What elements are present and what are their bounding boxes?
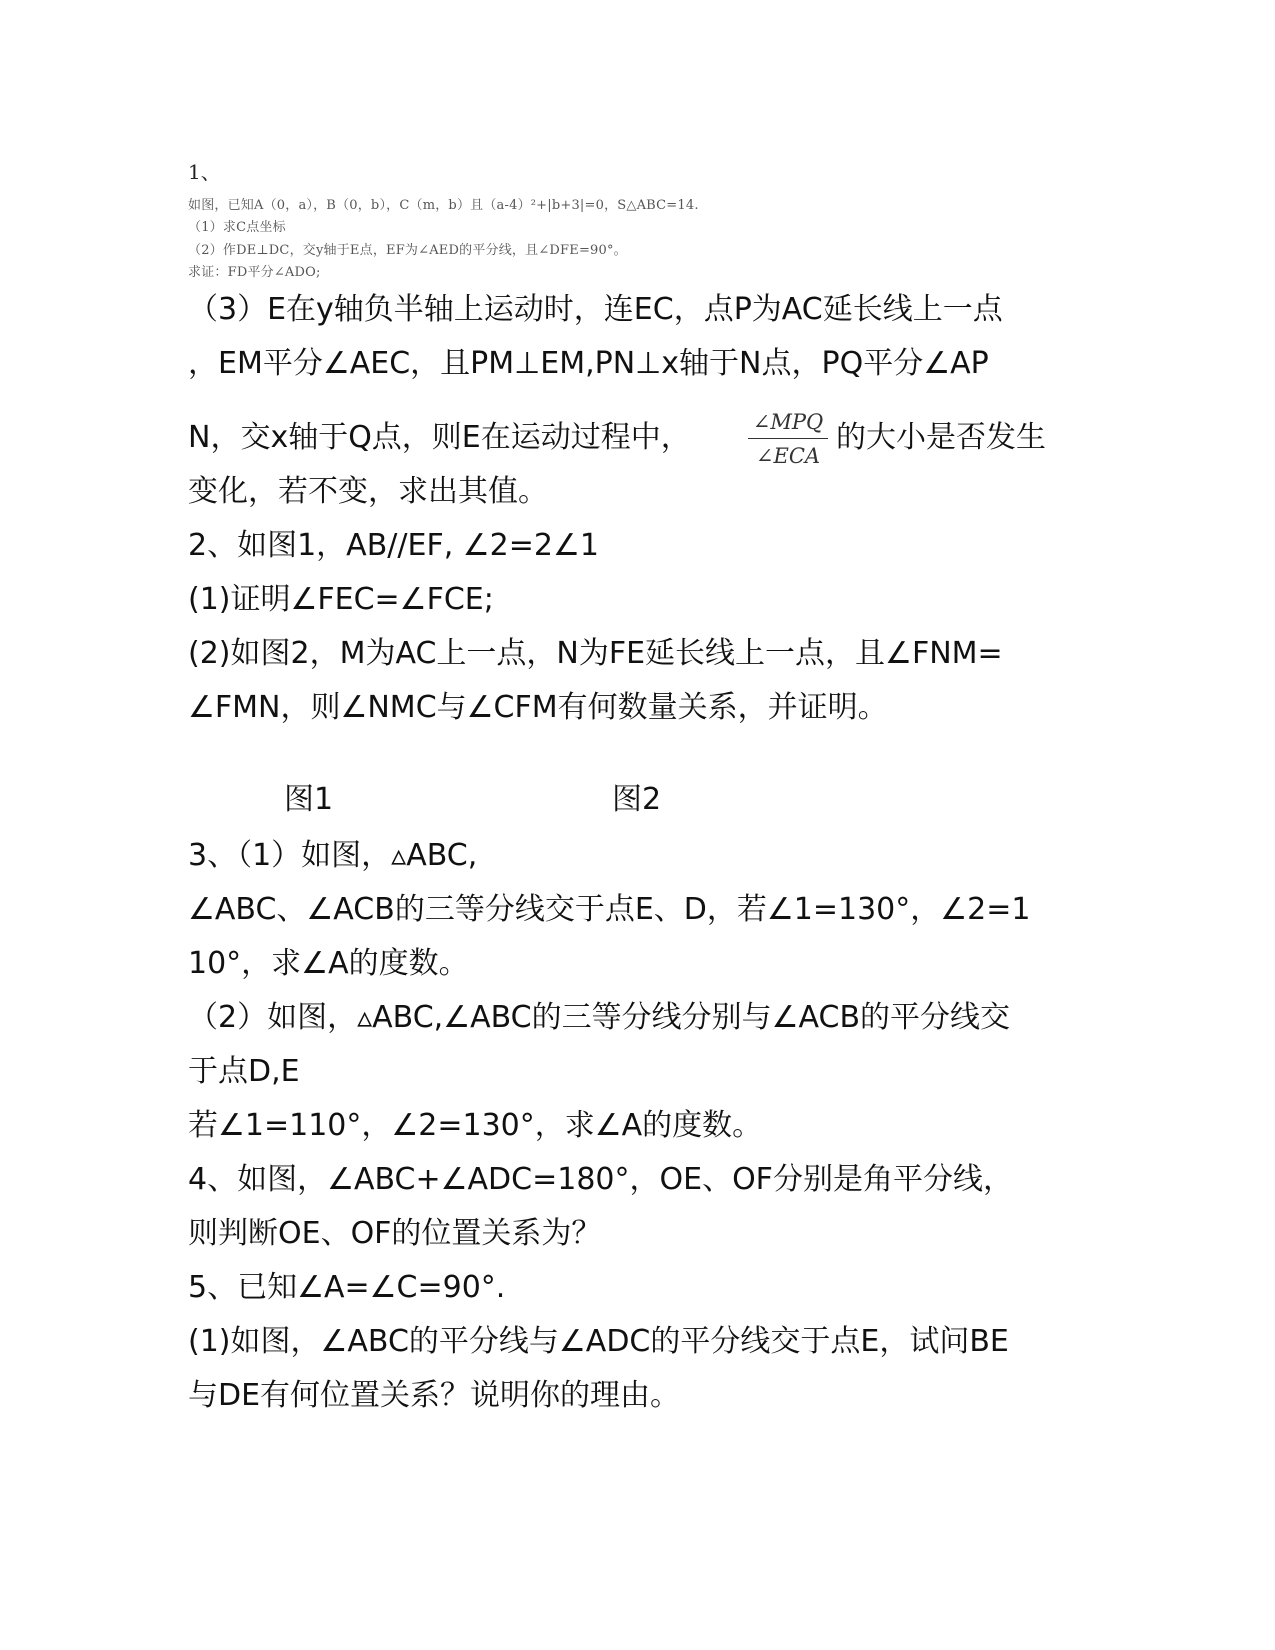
problem-2-line-4: ∠FMN，则∠NMC与∠CFM有何数量关系，并证明。: [188, 690, 888, 725]
problem-2-line-3: (2)如图2，M为AC上一点，N为FE延长线上一点，且∠FNM=: [188, 636, 1003, 671]
figure-1-label: 图1: [284, 782, 334, 817]
problem-3-line-5: 于点D,E: [188, 1054, 300, 1089]
problem-1-scan-line-4: 求证：FD平分∠ADO;: [188, 265, 321, 280]
problem-3-line-4: （2）如图，▵ABC,∠ABC的三等分线分别与∠ACB的平分线交: [188, 1000, 1011, 1035]
problem-4-line-1: 4、如图，∠ABC+∠ADC=180°，OE、OF分别是角平分线，: [188, 1162, 1013, 1197]
problem-1-part3-line-4: 的大小是否发生: [836, 420, 1046, 455]
problem-1-scan-line-2: （1）求C点坐标: [188, 220, 286, 235]
problem-1-number: 1、: [188, 160, 221, 184]
problem-3-line-6: 若∠1=110°，∠2=130°，求∠A的度数。: [188, 1108, 763, 1143]
problem-3-line-2: ∠ABC、∠ACB的三等分线交于点E、D，若∠1=130°，∠2=1: [188, 892, 1031, 927]
problem-4-line-2: 则判断OE、OF的位置关系为？: [188, 1216, 602, 1251]
problem-1-part3-line-3: N，交x轴于Q点，则E在运动过程中，: [188, 420, 691, 455]
problem-1-part3-line-2: ，EM平分∠AEC，且PM⊥EM,PN⊥x轴于N点，PQ平分∠AP: [188, 346, 989, 381]
problem-1-scan-line-3: （2）作DE⊥DC，交y轴于E点，EF为∠AED的平分线，且∠DFE=90°。: [188, 243, 627, 258]
problem-5-line-1: 5、已知∠A=∠C=90°.: [188, 1270, 506, 1305]
fraction-bar: [748, 438, 828, 439]
problem-1-part3-line-5: 变化，若不变，求出其值。: [188, 474, 548, 509]
fraction-denominator: ∠ECA: [755, 444, 821, 468]
problem-2-line-2: (1)证明∠FEC=∠FCE;: [188, 582, 494, 617]
problem-3-line-1: 3、（1）如图，▵ABC,: [188, 838, 478, 873]
fraction-numerator: ∠MPQ: [752, 410, 824, 434]
problem-5-line-3: 与DE有何位置关系？说明你的理由。: [188, 1378, 681, 1413]
problem-1-part3-line-1: （3）E在y轴负半轴上运动时，连EC，点P为AC延长线上一点: [188, 292, 1003, 327]
problem-3-line-3: 10°，求∠A的度数。: [188, 946, 469, 981]
figure-2-label: 图2: [612, 782, 662, 817]
problem-5-line-2: (1)如图，∠ABC的平分线与∠ADC的平分线交于点E，试问BE: [188, 1324, 1009, 1359]
problem-1-scan-line-1: 如图，已知A（0，a），B（0，b），C（m，b）且（a-4）²+|b+3|=0，S△ABC=14.: [188, 198, 699, 213]
ratio-fraction: [748, 408, 828, 470]
problem-2-line-1: 2、如图1，AB//EF, ∠2=2∠1: [188, 528, 599, 563]
